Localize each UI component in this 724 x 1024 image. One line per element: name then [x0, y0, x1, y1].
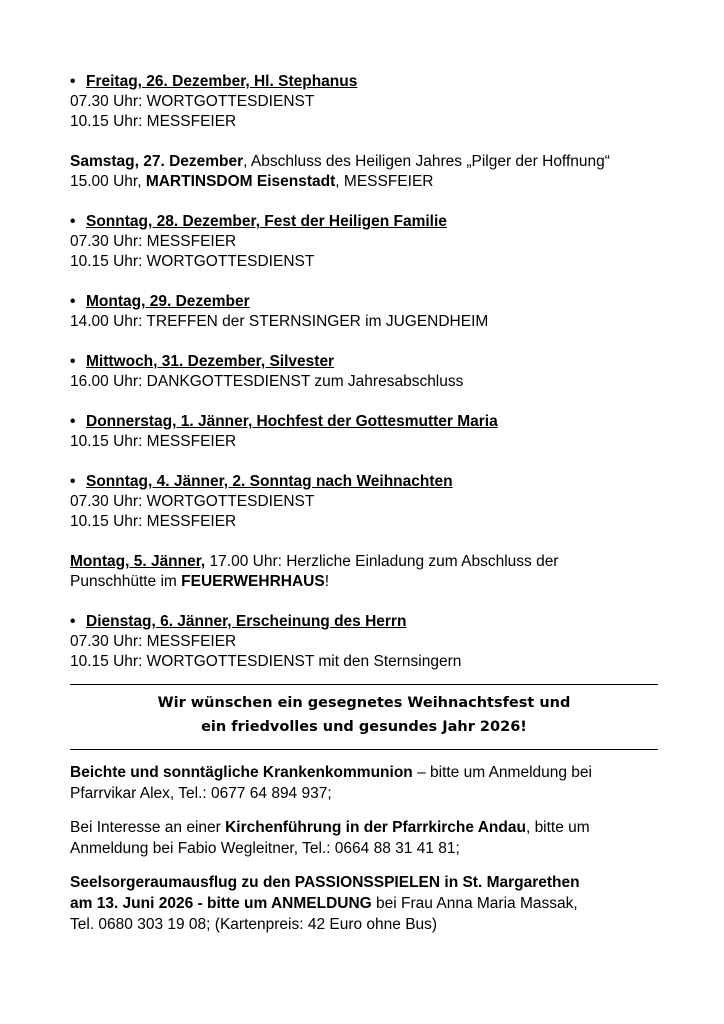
event-line: 07.30 Uhr: MESSFEIER: [70, 233, 237, 250]
bullet-icon: •: [70, 73, 76, 90]
info-ausflug: Seelsorgeraumausflug zu den PASSIONSSPIELEN in St. Margarethen am 13. Juni 2026 - bitte um ANMELDUNG bei Frau Anna Maria Massak, Tel. 0680 303 19 08; (Kartenpreis: 42 Euro ohne Bus): [70, 874, 580, 933]
wish-line: Wir wünschen ein gesegnetes Weihnachtsfest und: [157, 695, 571, 711]
event-line: 10.15 Uhr: MESSFEIER: [70, 513, 237, 530]
content: [70, 72, 670, 935]
event-line: 14.00 Uhr: TREFFEN der STERNSINGER im JUGENDHEIM: [70, 313, 489, 330]
event-heading: • Freitag, 26. Dezember, Hl. Stephanus: [70, 73, 358, 90]
bullet-icon: •: [70, 473, 76, 490]
bullet-icon: •: [70, 613, 76, 630]
event-heading: • Sonntag, 4. Jänner, 2. Sonntag nach Weihnachten: [70, 473, 453, 490]
event-heading: • Dienstag, 6. Jänner, Erscheinung des Herrn: [70, 613, 407, 630]
bullet-icon: •: [70, 213, 76, 230]
samstag-detail: 15.00 Uhr, MARTINSDOM Eisenstadt, MESSFEIER: [70, 173, 434, 190]
event-line: 07.30 Uhr: WORTGOTTESDIENST: [70, 493, 315, 510]
event-line: 10.15 Uhr: WORTGOTTESDIENST mit den Sternsingern: [70, 653, 462, 670]
event-line: 07.30 Uhr: WORTGOTTESDIENST: [70, 93, 315, 110]
montag-line2: Punschhütte im FEUERWEHRHAUS!: [70, 573, 329, 590]
event-heading: • Donnerstag, 1. Jänner, Hochfest der Gottesmutter Maria: [70, 413, 498, 430]
bullet-icon: •: [70, 293, 76, 310]
event-heading: • Sonntag, 28. Dezember, Fest der Heiligen Familie: [70, 213, 447, 230]
event-line: 10.15 Uhr: MESSFEIER: [70, 433, 237, 450]
event-heading: • Montag, 29. Dezember: [70, 293, 250, 310]
event-line: 07.30 Uhr: MESSFEIER: [70, 633, 237, 650]
bullet-icon: •: [70, 413, 76, 430]
event-line: 10.15 Uhr: WORTGOTTESDIENST: [70, 253, 315, 270]
event-line: 10.15 Uhr: MESSFEIER: [70, 113, 237, 130]
event-heading: • Mittwoch, 31. Dezember, Silvester: [70, 353, 335, 370]
wish-line: ein friedvolles und gesundes Jahr 2026!: [201, 719, 527, 735]
event-line: 16.00 Uhr: DANKGOTTESDIENST zum Jahresabschluss: [70, 373, 464, 390]
info-beichte: Beichte und sonntägliche Krankenkommunion – bitte um Anmeldung bei Pfarrvikar Alex, Tel.: 0677 64 894 937;: [70, 764, 592, 802]
bullet-icon: •: [70, 353, 76, 370]
info-kirchenfuehrung: Bei Interesse an einer Kirchenführung in der Pfarrkirche Andau, bitte um Anmeldung bei Fabio Wegleitner, Tel.: 0664 88 31 41 81;: [70, 819, 590, 857]
montag-line: Montag, 5. Jänner, 17.00 Uhr: Herzliche Einladung zum Abschluss der: [70, 553, 559, 570]
samstag-line: Samstag, 27. Dezember, Abschluss des Heiligen Jahres „Pilger der Hoffnung“: [70, 153, 610, 170]
